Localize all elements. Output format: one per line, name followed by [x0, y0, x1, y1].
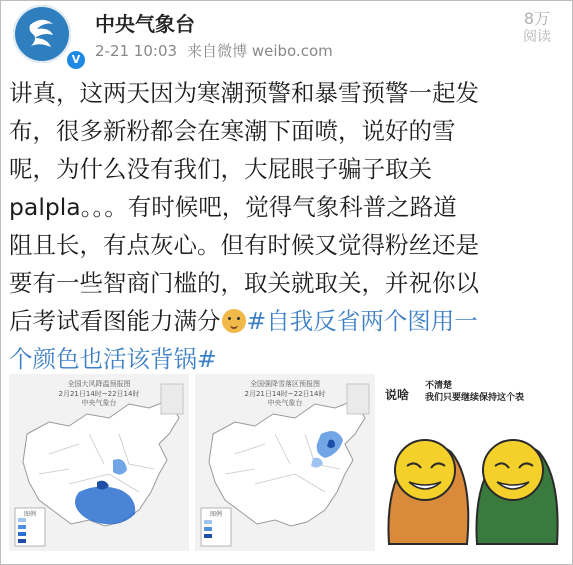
map-subtitle: 2月21日14时~22日14时 [244, 390, 326, 398]
meme-caption-right-2: 我们只要继续保持这个表 [425, 393, 525, 403]
post-date: 2-21 10:03 [95, 42, 178, 60]
read-count [523, 9, 551, 47]
image-grid [9, 374, 564, 551]
image-thumb-meme[interactable] [381, 374, 564, 551]
post-header [0, 0, 573, 72]
map-title: 全国强降雪落区预报图 [250, 380, 320, 388]
post-text-line: 布，很多新粉都会在寒潮下面喷，说好的雪 [9, 117, 456, 145]
post-text-line: 呢，为什么没有我们，大屁眼子骗子取关 [9, 155, 432, 183]
post-text-line [9, 340, 564, 378]
verified-badge-icon: V [65, 49, 87, 71]
map-legend-title: 图例 [209, 511, 222, 518]
post-text-line: 阻且长，有点灰心。但有时候又觉得粉丝还是 [9, 231, 479, 259]
map-org: 中央气象台 [81, 399, 117, 407]
hashtag-link[interactable]: #自我反省两个图用一 [246, 307, 478, 335]
weather-logo-icon [13, 5, 71, 63]
map-subtitle: 2月21日14时~22日14时 [58, 390, 140, 398]
meme-caption-right-1: 不清楚 [425, 381, 453, 391]
post-text-line: palpla。。。有时候吧，觉得气象科普之路道 [9, 193, 457, 221]
post-text [9, 74, 564, 378]
map-title: 全国大风降温预报图 [67, 380, 131, 388]
post-text-line [9, 302, 564, 340]
hashtag-link-continued[interactable]: 个颜色也活该背锅# [9, 345, 217, 373]
image-thumb-snow-map[interactable] [195, 374, 375, 551]
username[interactable]: 中央气象台 [95, 12, 195, 36]
map-org: 中央气象台 [267, 399, 303, 407]
post-text-line: 讲真，这两天因为寒潮预警和暴雪预警一起发 [9, 79, 479, 107]
map-legend-title: 图例 [23, 511, 36, 518]
read-count-number: 8万 [523, 9, 551, 28]
meme-caption-left: 说啥 [385, 388, 410, 402]
doge-emoji-icon [222, 309, 246, 333]
post-source[interactable]: 微博 weibo.com [217, 42, 333, 60]
image-thumb-cold-wave-map[interactable] [9, 374, 189, 551]
post-meta [95, 40, 333, 61]
avatar[interactable] [13, 5, 81, 66]
post-text-line: 要有一些智商门槛的，取关就取关，并祝你以 [9, 269, 479, 297]
source-prefix: 来自 [187, 42, 218, 60]
post-text-segment: 后考试看图能力满分 [9, 307, 221, 335]
read-count-label: 阅读 [523, 29, 551, 45]
